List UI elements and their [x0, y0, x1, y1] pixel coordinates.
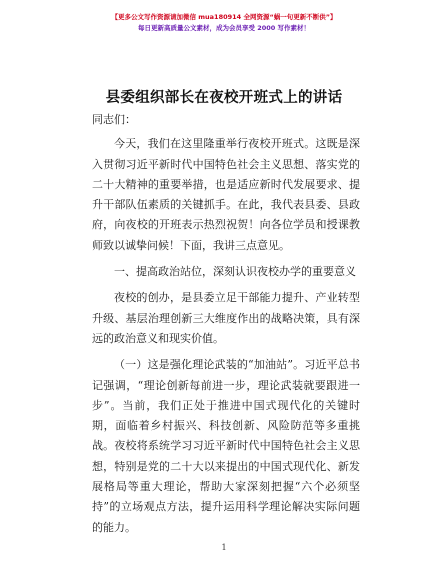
- document-title: 县委组织部长在夜校开班式上的讲话: [105, 90, 343, 106]
- document-body: [92, 110, 360, 538]
- paragraph-intro: 今天，我们在这里隆重举行夜校开班式。这既是深入贯彻习近平新时代中国特色社会主义思想、落实党的二十大精神的重要举措，也是适应新时代发展要求、提升干部队伍素质的关键抓手。在此，我代表县委、县政府，向夜校的开班表示热烈祝贺！向各位学员和授课教师致以诚挚问候！下面，我讲三点意见。: [92, 137, 360, 252]
- promo-banner: [0, 12, 448, 34]
- page-number: 1: [221, 543, 227, 552]
- paragraph-section-1-intro: 夜校的创办，是县委立足干部能力提升、产业转型升级、基层治理创新三大维度作出的战略决策，具有深远的政治意义和现实价值。: [92, 291, 360, 345]
- promo-banner-line-2: 每日更新高质量公文素材，成为会员享受 2000 写作素材！: [137, 24, 311, 32]
- promo-banner-line-1: 【更多公文写作资源请加微信 mua180914 全网资源“蜗一句更新不断供”】: [111, 13, 337, 21]
- paragraph-section-1-point-1: （一）这是强化理论武装的“加油站”。习近平总书记强调，“理论创新每前进一步，理论武装就要跟进一步”。当前，我们正处于推进中国式现代化的关键时期，面临着乡村振兴、科技创新、风险防范等多重挑战。夜校将系统学习习近平新时代中国特色社会主义思想，特别是党的二十大以来提出的中国式现代化、新发展格局等重大理论，帮助大家深刻把握“六个必须坚持”的立场观点方法，提升运用科学理论解决实际问题的能力。: [92, 358, 360, 534]
- section-heading-1: 一、提高政治站位，深刻认识夜校办学的重要意义: [114, 265, 356, 279]
- salutation: 同志们：: [92, 113, 136, 126]
